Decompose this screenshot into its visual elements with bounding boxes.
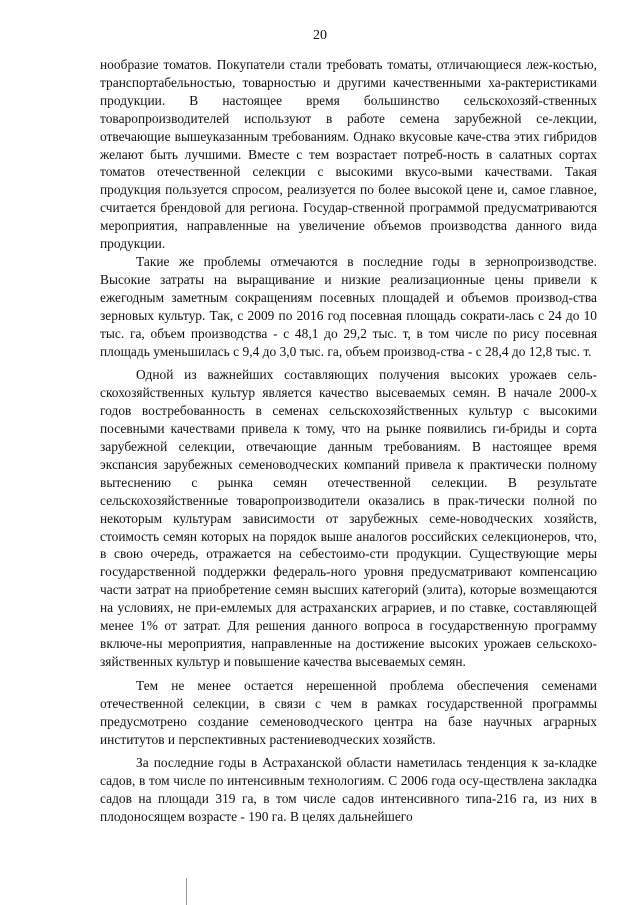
document-body: [100, 56, 597, 826]
paragraph-orchards: За последние годы в Астраханской области наметилась тенденция к за-кладке садов, в том числе по интенсивным технологиям. С 2006 года осу-ществлена закладка садов на площади 319 га, в том числе садов интенсивного типа-216 га, из них в плодоносящем возрасте - 190 га. В целях дальнейшего: [100, 755, 597, 825]
paragraph-seeds: Одной из важнейших составляющих получения высоких урожаев сель-скохозяйственных культур является качество высеваемых семян. В начале 2000-х годов востребованность в семенах сельскохозяйственных культур с высокими посевными качествами привела к тому, что на рынке появились ги-бриды и сорта зарубежной селекции, отвечающие данным требованиям. В настоящее время экспансия зарубежных семеноводческих компаний привела к практически полному вытеснению с рынка семян отечественной селекции. В результате сельскохозяйственные товаропроизводители оказались в прак-тически полной по некоторым культурам зависимости от зарубежных семе-новодческих хозяйств, стоимость семян которых на порядок выше аналогов российских селекционеров, что, в свою очередь, отражается на себестоимо-сти продукции. Существующие меры государственной поддержки федераль-ного уровня предусматривают компенсацию части затрат на приобретение семян высших категорий (элита), которые возмещаются на условиях, не при-емлемых для астраханских аграриев, и по ставке, составляющей менее 1% от затрат. Для решения данного вопроса в государственную программу включе-ны мероприятия, направленные на достижение высоких урожаев сельскохо-зяйственных культур и повышение качества высеваемых семян.: [100, 367, 597, 669]
paragraph-tomatoes: нообразие томатов. Покупатели стали требовать томаты, отличающиеся леж-костью, транспортабельностью, товарностью и другими качественными ха-рактеристиками продукции. В настоящее время большинство сельскохозяй-ственных товаропроизводителей используют в работе семена зарубежной се-лекции, отвечающие вышеуказанным требованиям. Однако вкусовые каче-ства этих гибридов желают быть лучшими. Вместе с тем возрастает потреб-ность в салатных сортах томатов отечественной селекции с высокими вкусо-выми качествами. Такая продукция пользуется спросом, реализуется по более высокой цене и, самое главное, считается брендовой для региона. Государ-ственной программой предусматриваются мероприятия, направленные на увеличение объемов производства данного вида продукции.: [100, 57, 597, 252]
paragraph-seed-center: Тем не менее остается нерешенной проблема обеспечения семенами отечественной селекции, в связи с чем в рамках государственной программы предусмотрено создание семеноводческого центра на базе научных аграрных институтов и перспективных растениеводческих хозяйств.: [100, 677, 597, 747]
paragraph-grain: Такие же проблемы отмечаются в последние годы в зернопроизводстве. Высокие затраты на выращивание и низкие реализационные цены привели к ежегодным заметным сокращениям посевных площадей и объемов производ-ства зерновых культур. Так, с 2009 по 2016 год посевная площадь сократи-лась с 24 до 10 тыс. га, объем производства - с 48,1 до 29,2 тыс. т, в том числе по рису посевная площадь уменьшилась с 9,4 до 3,0 тыс. га, объем производ-ства - с 28,4 до 12,8 тыс. т.: [100, 253, 597, 359]
page-number: 20: [313, 28, 327, 43]
scan-margin-line: [186, 878, 187, 905]
